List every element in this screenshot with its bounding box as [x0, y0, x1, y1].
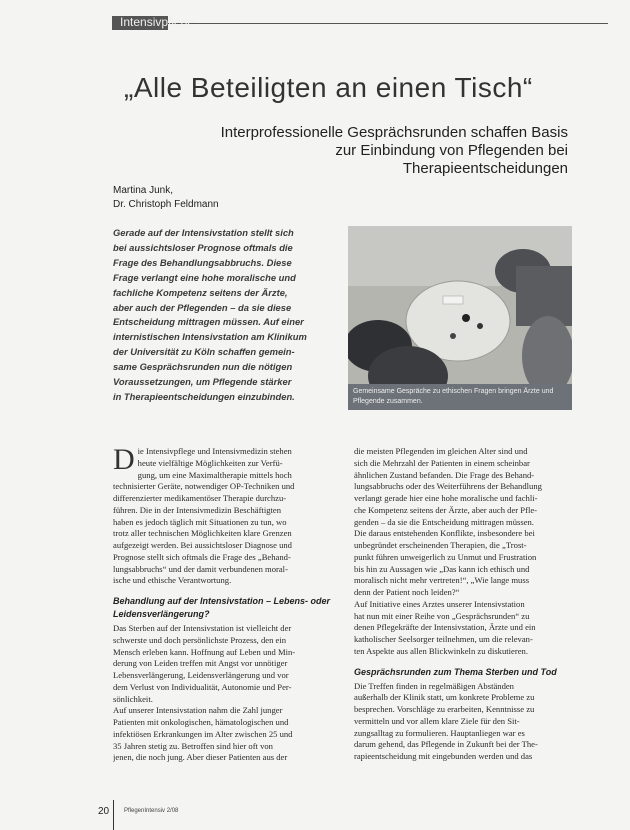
body-paragraph	[113, 443, 333, 587]
body-line: besprechen. Vorschläge zu erarbeiten, Kenntnisse zu	[354, 704, 535, 714]
author-name: Dr. Christoph Feldmann	[113, 199, 219, 210]
body-column-right	[354, 446, 574, 763]
body-line: gung, um eine Maximaltherapie mittels hoch	[137, 469, 292, 480]
body-line: derung von Leiden treffen mit Angst vor unnötiger	[113, 658, 288, 669]
body-line: schwerste und doch persönlichste Prozess, den ein	[113, 634, 287, 645]
lead-line: in Therapieentscheidungen einzubinden.	[113, 390, 295, 402]
header-rule	[168, 23, 608, 24]
body-line: sönlichkeit.	[113, 693, 153, 704]
body-line: 35 Jahren stetig zu. Betroffen sind hier oft von	[113, 740, 273, 751]
body-line: führen. Die in der Intensivmedizin Beschäftigten	[113, 504, 282, 515]
body-line: bis hin zu Aussagen wie „Das kann ich ethisch und	[354, 563, 530, 574]
body-line: außerhalb der Klinik statt, um konkrete Probleme zu	[354, 692, 535, 703]
body-line: hat nun mit einer Reihe von „Gesprächsrunden“ zu	[354, 610, 530, 621]
lead-line: Entscheidung mittragen müssen. Auf einer	[113, 316, 304, 328]
body-line: dem Verlust von Individualität, Autonomie und Per-	[113, 681, 292, 692]
body-line: technisierter Geräte, notwendiger OP-Techniken und	[113, 481, 295, 492]
body-line: sich die Mehrzahl der Patienten in einem scheinbar	[354, 457, 530, 468]
lead-line: aber auch der Pflegenden – da sie diese	[113, 301, 292, 313]
body-line: Die daraus entstehenden Konflikte, insbesondere bei	[354, 528, 535, 539]
lead-line: Frage verlangt eine hohe moralische und	[113, 271, 296, 283]
subtitle-line: zur Einbindung von Pflegenden bei	[335, 142, 568, 159]
body-line: ähnlichen Zustand befanden. Die Frage des Behand-	[354, 469, 535, 480]
author-block	[113, 184, 219, 212]
article-subtitle	[148, 124, 568, 178]
body-paragraph	[354, 446, 574, 658]
body-line: zungsalltag zu formulieren. Hauptanliegen war es	[354, 727, 525, 738]
lead-line: same Gesprächsrunden nun die nötigen	[113, 361, 293, 373]
body-line: Auf Initiative eines Arztes unserer Intensivstation	[354, 598, 525, 609]
subtitle-line: Interprofessionelle Gesprächsrunden schaffen Basis	[220, 124, 568, 141]
body-line: jenen, die noch jung. Aber dieser Patienten aus der	[113, 752, 288, 763]
body-line: die meisten Pflegenden im gleichen Alter sind und	[354, 446, 528, 456]
lead-line: internistischen Intensivstation am Klinikum	[113, 331, 307, 343]
lead-paragraph	[113, 226, 341, 405]
body-line: denen Pflegekräfte der Intensivstation, Ärzte und ein	[354, 622, 536, 633]
body-line: haben es jedoch täglich mit Situationen zu tun, wo	[113, 516, 287, 527]
body-column-left	[113, 443, 333, 764]
lead-line: der Universität zu Köln schaffen gemein-	[113, 346, 295, 358]
lead-line: Gerade auf der Intensivstation stellt sich	[113, 227, 294, 238]
page-number: 20	[98, 806, 110, 817]
body-line: differenzierter medikamentöser Therapie durchzu-	[113, 493, 287, 503]
body-line: infektiösen Erkrankungen im Alter zwischen 25 und	[113, 728, 293, 739]
body-line: Mensch erleben kann. Hoffnung auf Leben und Min-	[113, 646, 296, 657]
body-line: lungsabbruchs“ und der damit verbundenen moral-	[113, 563, 288, 574]
body-line: punkt führen unweigerlich zu Unmut und Frustration	[354, 551, 537, 562]
body-line: Prognose stellt sich oftmals die Frage des „Behand-	[113, 551, 291, 562]
body-line: Das Sterben auf der Intensivstation ist vielleicht der	[113, 623, 292, 633]
body-line: Lebensverlängerung, Leidensverlängerung und vor	[113, 670, 289, 680]
subtitle-line: Therapieentscheidungen	[402, 160, 568, 177]
body-line: che Kompetenz seitens der Ärzte, aber auch der Pfle-	[354, 504, 538, 515]
body-line: trotz aller technischen Möglichkeiten klare Grenzen	[113, 528, 292, 539]
meeting-photo-illustration	[348, 226, 572, 410]
body-line: ten Aspekte aus allen Blickwinkeln zu diskutieren.	[354, 645, 528, 656]
author-name: Martina Junk,	[113, 185, 174, 196]
body-paragraph	[354, 681, 574, 763]
section-heading: Gesprächsrunden zum Thema Sterben und Tod	[354, 666, 557, 677]
body-line: darum gehend, das Pflegende in Zukunft bei der The-	[354, 739, 538, 750]
section-label: Intensivpflege	[120, 15, 195, 29]
body-line: ische und ethische Verantwortung.	[113, 575, 232, 586]
body-line: Auf unserer Intensivstation nahm die Zahl junger	[113, 705, 283, 716]
body-line: rapieentscheidung mit eingebunden werden und das	[354, 751, 533, 761]
body-line: ie Intensivpflege und Intensivmedizin stehen	[137, 446, 292, 456]
section-heading: Behandlung auf der Intensivstation – Lebens- oder Leidensverlängerung?	[113, 596, 331, 619]
article-photo	[348, 226, 572, 410]
lead-line: bei aussichtsloser Prognose oftmals die	[113, 241, 293, 253]
lead-line: Frage des Behandlungsabbruchs. Diese	[113, 256, 292, 268]
body-line: vermitteln und vor allem klare Ziele für den Sit-	[354, 715, 520, 726]
body-line: Die Treffen finden in regelmäßigen Abständen	[354, 680, 514, 691]
body-paragraph	[113, 623, 333, 764]
body-line: denn der Patient noch leiden?“	[354, 587, 460, 597]
body-line: verlangt gerade hier eine hohe moralische und fachli-	[354, 493, 538, 503]
photo-caption: Gemeinsame Gespräche zu ethischen Fragen bringen Ärzte und Pflegende zusammen.	[348, 384, 572, 410]
footer-divider	[113, 800, 114, 830]
lead-line: fachliche Kompetenz seitens der Ärzte,	[113, 286, 288, 298]
body-line: genden – da sie die Entscheidung mittragen müssen.	[354, 516, 534, 527]
body-line: aufgezeigt werden. Bei aussichtsloser Diagnose und	[113, 540, 292, 550]
lead-line: Voraussetzungen, um Pflegende stärker	[113, 376, 292, 388]
body-line: unbegründet erscheinenden Therapien, die „Trost-	[354, 540, 527, 550]
body-line: Patienten mit onkologischen, hämatologischen und	[113, 717, 289, 727]
drop-cap: D	[113, 443, 135, 476]
body-line: moralisch nicht mehr vertreten!“, „Wie lange muss	[354, 575, 530, 586]
body-line: heute vielfältige Möglichkeiten zur Verfü-	[137, 457, 283, 468]
body-line: katholischer Seelsorger teilnehmen, um die relevan-	[354, 634, 533, 644]
magazine-name: PflegenIntensiv 2/08	[124, 808, 179, 814]
body-line: lungsabbruchs oder des Weiterführens der Behandlung	[354, 481, 542, 492]
article-title: „Alle Beteiligten an einen Tisch“	[124, 72, 533, 103]
